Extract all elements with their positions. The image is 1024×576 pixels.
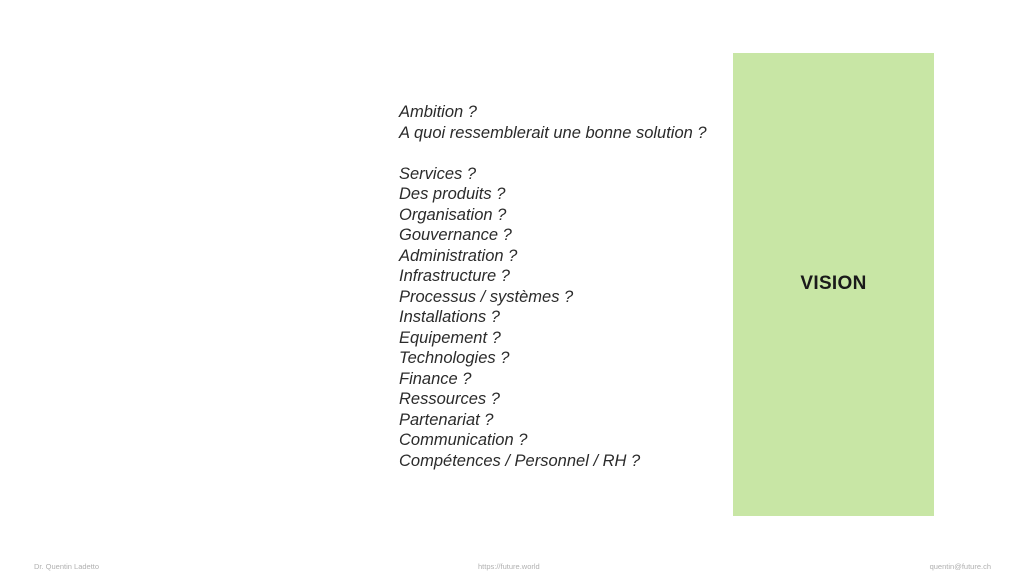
question-governance: Gouvernance ? xyxy=(399,226,512,244)
question-installations: Installations ? xyxy=(399,308,500,326)
question-equipment: Equipement ? xyxy=(399,328,501,347)
question-good-solution: A quoi ressemblerait une bonne solution ? xyxy=(399,123,707,142)
question-partnership: Partenariat ? xyxy=(399,410,494,429)
footer-author: Dr. Quentin Ladetto xyxy=(34,562,100,571)
vision-box xyxy=(733,53,934,516)
question-communication: Communication ? xyxy=(399,431,528,449)
question-technologies: Technologies ? xyxy=(399,349,510,367)
question-skills-staff-hr: Compétences / Personnel / RH ? xyxy=(399,451,641,470)
question-administration: Administration ? xyxy=(399,246,518,265)
question-resources: Ressources ? xyxy=(399,390,500,408)
question-services: Services ? xyxy=(399,164,477,183)
question-organisation: Organisation ? xyxy=(399,205,507,224)
vision-label: VISION xyxy=(800,272,867,294)
list-spacer xyxy=(399,143,729,164)
question-infrastructure: Infrastructure ? xyxy=(399,267,510,285)
question-processes-systems: Processus / systèmes ? xyxy=(399,287,574,306)
question-list xyxy=(399,102,729,471)
question-ambition: Ambition ? xyxy=(399,103,477,121)
question-finance: Finance ? xyxy=(399,369,472,388)
footer-url: https://future.world xyxy=(478,562,540,571)
footer-email: quentin@future.ch xyxy=(929,562,991,571)
question-products: Des produits ? xyxy=(399,185,506,203)
